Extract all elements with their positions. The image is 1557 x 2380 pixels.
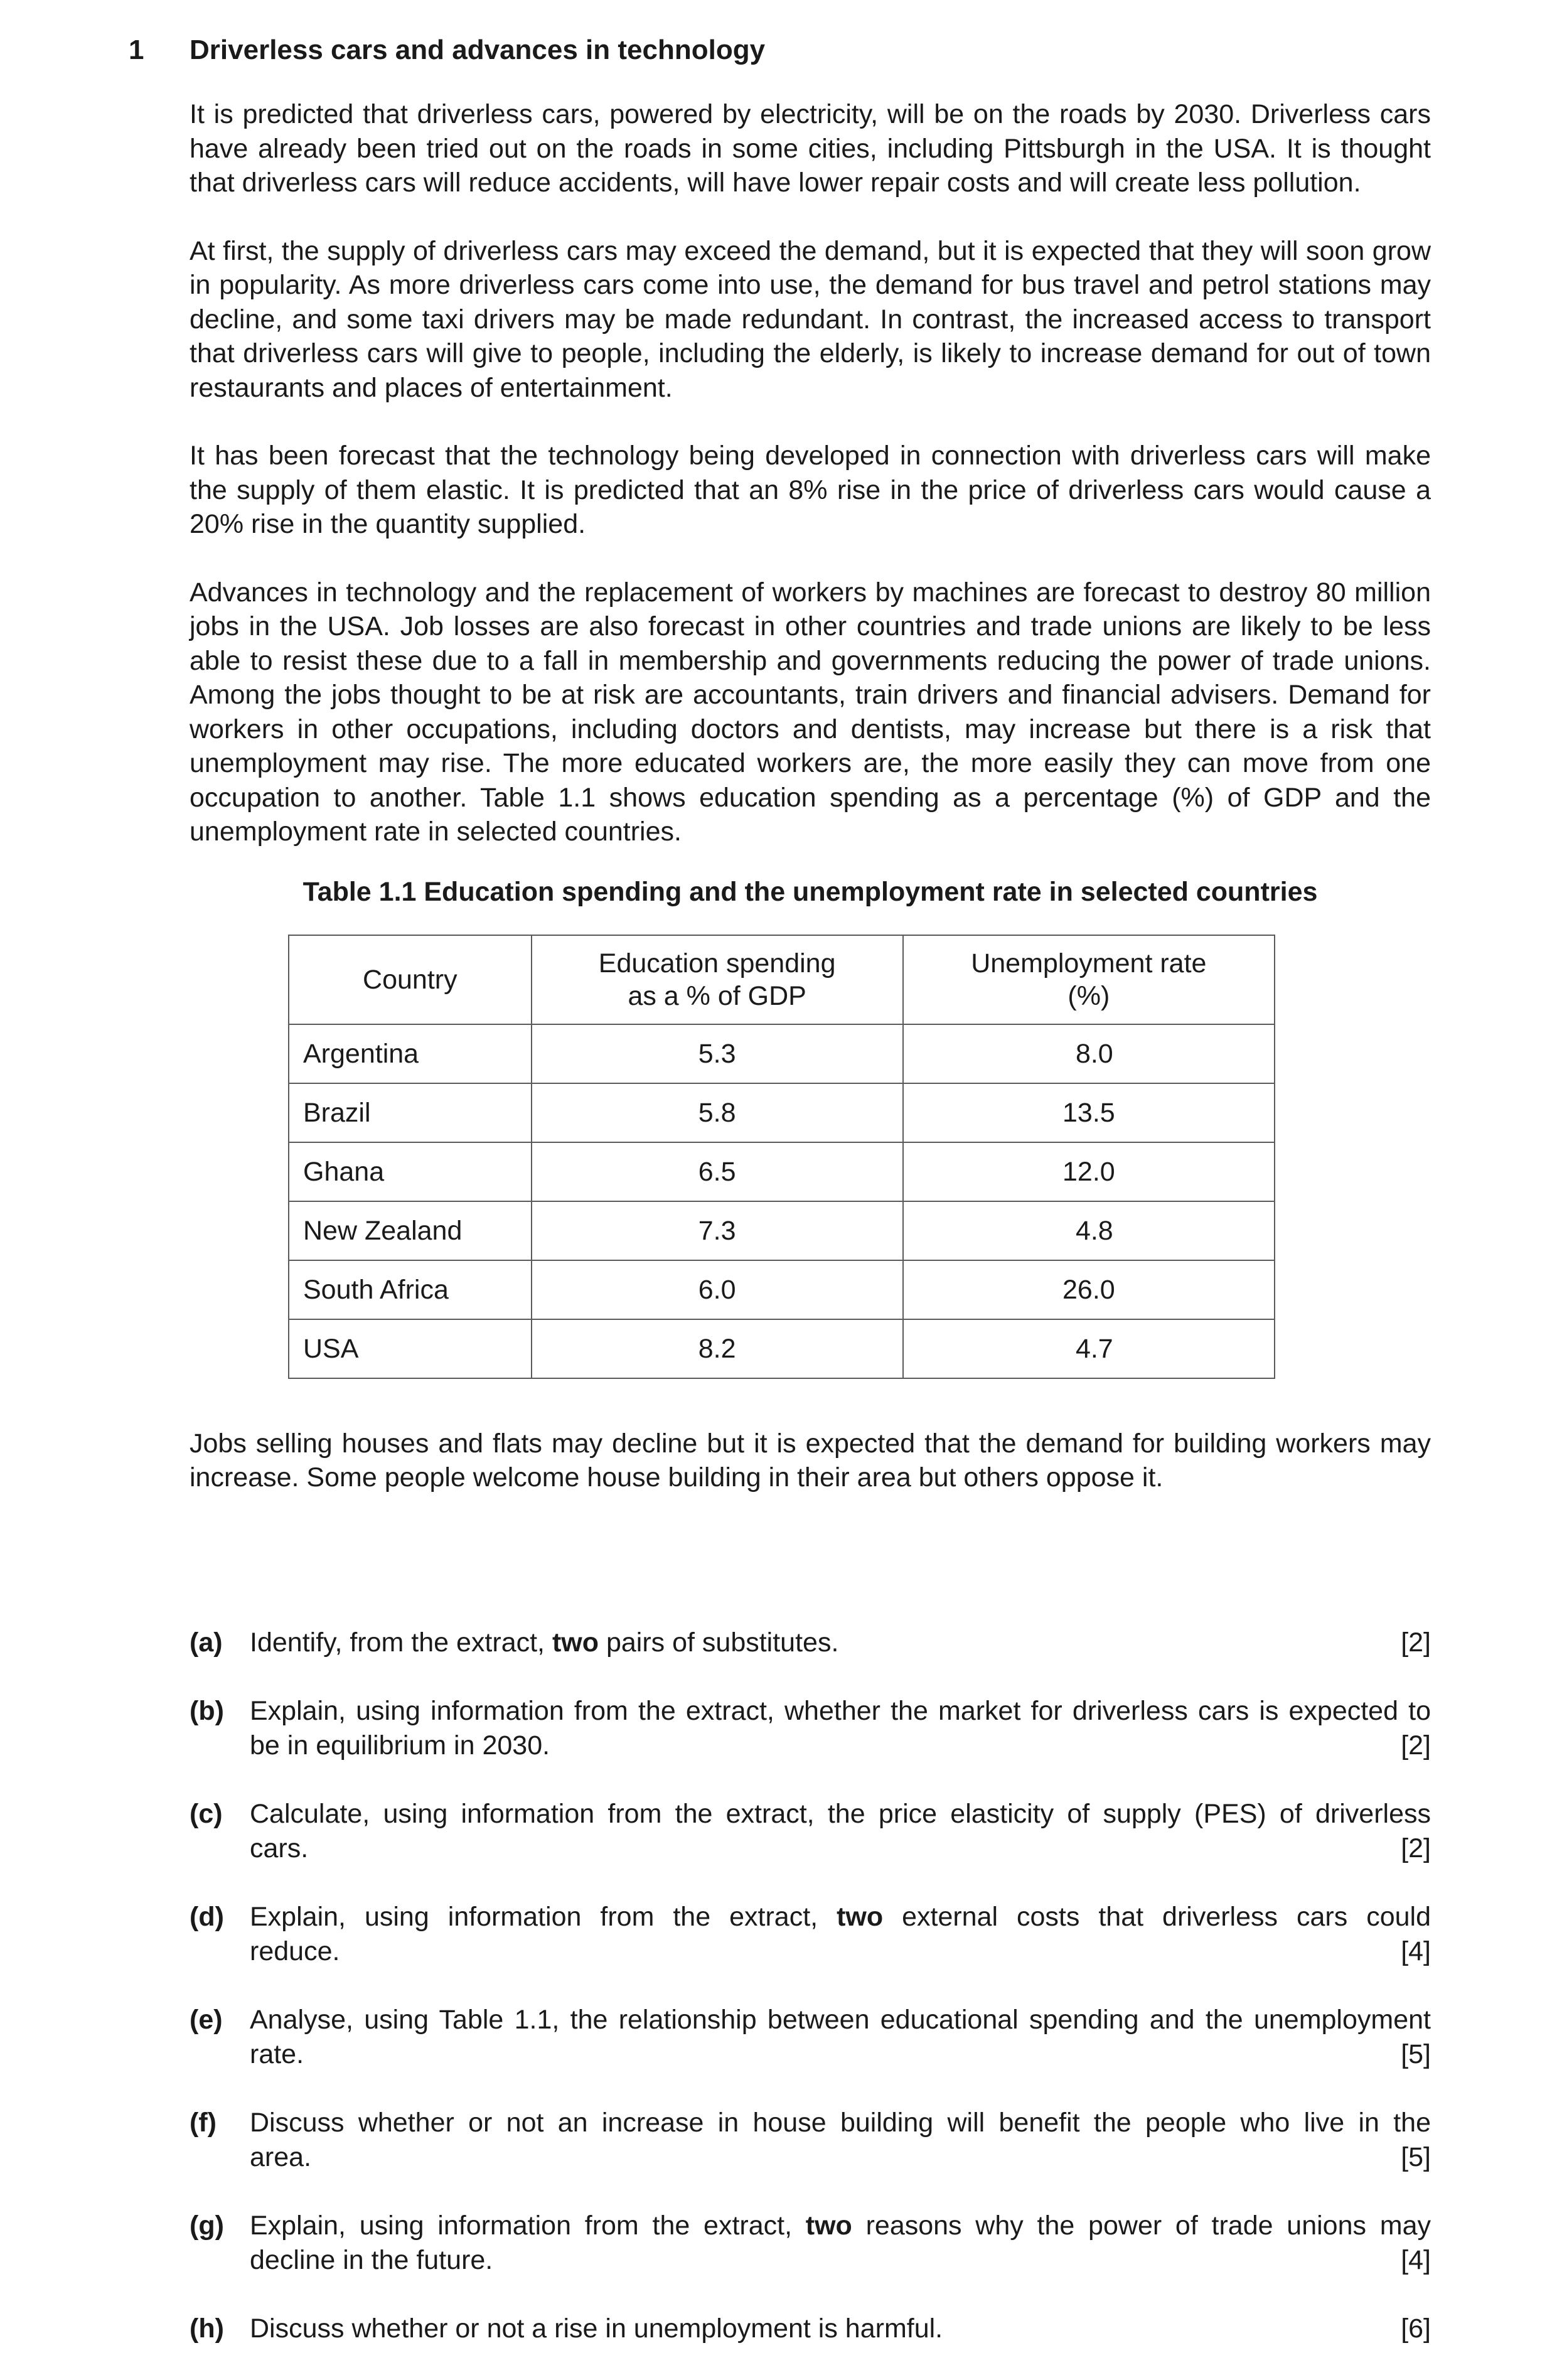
mark-allocation: [5] [1401, 2039, 1431, 2069]
table-row [289, 1024, 1275, 1083]
subquestion-label: (a) [190, 1627, 223, 1658]
cell-education: 7.3 [532, 1201, 903, 1260]
mark-allocation: [4] [1401, 1936, 1431, 1966]
cell-education: 6.0 [532, 1260, 903, 1319]
cell-unemployment: 13.5 [903, 1083, 1275, 1142]
table-row [289, 1142, 1275, 1201]
subquestion-text: Calculate, using information from the extract, the price elasticity of supply (PES) of driverless cars. [250, 1799, 1431, 1863]
cell-education: 5.8 [532, 1083, 903, 1142]
paragraph-elasticity: It has been forecast that the technology being developed in connection with driverless cars will make the supply of them elastic. It is predicted that an 8% rise in the price of driverless cars would cause a 20% rise in the quantity supplied. [190, 441, 1431, 539]
subquestion-c [190, 1797, 1431, 1866]
paragraph-house-building: Jobs selling houses and flats may decline but it is expected that the demand for building workers may increase. Some people welcome house building in their area but others oppose it. [190, 1428, 1431, 1493]
subquestion-label: (g) [190, 2211, 224, 2241]
question-number: 1 [129, 35, 144, 65]
subquestion-text: Explain, using information from the extract, [250, 1902, 837, 1932]
emphasis: two [805, 2211, 852, 2241]
table-header-row [289, 935, 1275, 1024]
paragraph-supply-demand: At first, the supply of driverless cars may exceed the demand, but it is expected that they will soon grow in popularity. As more driverless cars come into use, the demand for bus travel and petrol stations may decline, and some taxi drivers may be made redundant. In contrast, the increased access to transport that driverless cars will give to people, including the elderly, is likely to increase demand for out of town restaurants and places of entertainment. [190, 235, 1431, 403]
extract [190, 97, 1431, 1529]
cell-education: 5.3 [532, 1024, 903, 1083]
header-unemployment-rate: Unemployment rate (%) [903, 935, 1275, 1024]
subquestion-text: Explain, using information from the extract, whether the market for driverless cars is expected to be in equilibrium in 2030. [250, 1696, 1431, 1761]
table-caption: Table 1.1 Education spending and the unemployment rate in selected countries [302, 876, 1318, 907]
subquestion-d [190, 1900, 1431, 1969]
cell-country: Brazil [289, 1083, 532, 1142]
education-unemployment-table [288, 935, 1275, 1379]
cell-unemployment: 8.0 [903, 1024, 1275, 1083]
table-row [289, 1260, 1275, 1319]
subquestion-b [190, 1694, 1431, 1763]
table-row [289, 1319, 1275, 1378]
subquestion-g [190, 2209, 1431, 2278]
subquestion-label: (d) [190, 1902, 224, 1932]
cell-education: 6.5 [532, 1142, 903, 1201]
cell-country: Ghana [289, 1142, 532, 1201]
header-country: Country [289, 935, 532, 1024]
table-row [289, 1201, 1275, 1260]
subquestion-text: Analyse, using Table 1.1, the relationship between educational spending and the unemployment rate. [250, 2005, 1431, 2069]
subquestion-text: Explain, using information from the extract, [250, 2211, 806, 2241]
subquestion-label: (b) [190, 1696, 224, 1726]
mark-allocation: [2] [1401, 1833, 1431, 1863]
cell-unemployment: 4.7 [903, 1319, 1275, 1378]
subquestion-e [190, 2003, 1431, 2072]
emphasis: two [837, 1902, 884, 1932]
mark-allocation: [6] [1401, 2313, 1431, 2344]
subquestion-text: Identify, from the extract, [250, 1627, 552, 1658]
cell-unemployment: 4.8 [903, 1201, 1275, 1260]
subquestion-text: Discuss whether or not a rise in unemployment is harmful. [250, 2313, 943, 2344]
mark-allocation: [4] [1401, 2245, 1431, 2275]
header-education-spending: Education spending as a % of GDP [532, 935, 903, 1024]
cell-unemployment: 26.0 [903, 1260, 1275, 1319]
table-row [289, 1083, 1275, 1142]
subquestion-f [190, 2106, 1431, 2175]
cell-country: Argentina [289, 1024, 532, 1083]
subquestion-label: (c) [190, 1799, 223, 1829]
paragraph-intro: It is predicted that driverless cars, powered by electricity, will be on the roads by 2030. Driverless cars have already been tried out on the roads in some cities, including Pittsburgh in the USA. It is thought that driverless cars will reduce accidents, will have lower repair costs and will create less pollution. [190, 99, 1431, 198]
paragraph-technology-jobs: Advances in technology and the replacement of workers by machines are forecast to destroy 80 million jobs in the USA. Job losses are also forecast in other countries and trade unions are likely to be less able to resist these due to a fall in membership and governments reducing the power of trade unions. Among the jobs thought to be at risk are accountants, train drivers and financial advisers. Demand for workers in other occupations, including doctors and dentists, may increase but there is a risk that unemployment may rise. The more educated workers are, the more easily they can move from one occupation to another. Table 1.1 shows education spending as a percentage (%) of GDP and the unemployment rate in selected countries. [190, 577, 1431, 847]
subquestion-text: Discuss whether or not an increase in house building will benefit the people who live in the area. [250, 2108, 1431, 2172]
subquestion-h [190, 2312, 1431, 2346]
subquestion-label: (e) [190, 2005, 223, 2035]
mark-allocation: [5] [1401, 2142, 1431, 2172]
mark-allocation: [2] [1401, 1627, 1431, 1658]
mark-allocation: [2] [1401, 1730, 1431, 1761]
subquestion-a [190, 1626, 1431, 1660]
subquestion-text: pairs of substitutes. [599, 1627, 839, 1658]
subquestion-list [190, 1626, 1431, 2380]
cell-unemployment: 12.0 [903, 1142, 1275, 1201]
subquestion-label: (f) [190, 2108, 217, 2138]
cell-education: 8.2 [532, 1319, 903, 1378]
question-title: Driverless cars and advances in technology [190, 35, 766, 65]
subquestion-label: (h) [190, 2313, 224, 2344]
cell-country: USA [289, 1319, 532, 1378]
subquestion-text: external costs that driverless cars could reduce. [250, 1902, 1431, 1966]
subquestion-text: reasons why the power of trade unions may decline in the future. [250, 2211, 1431, 2275]
emphasis: two [552, 1627, 599, 1658]
cell-country: South Africa [289, 1260, 532, 1319]
cell-country: New Zealand [289, 1201, 532, 1260]
